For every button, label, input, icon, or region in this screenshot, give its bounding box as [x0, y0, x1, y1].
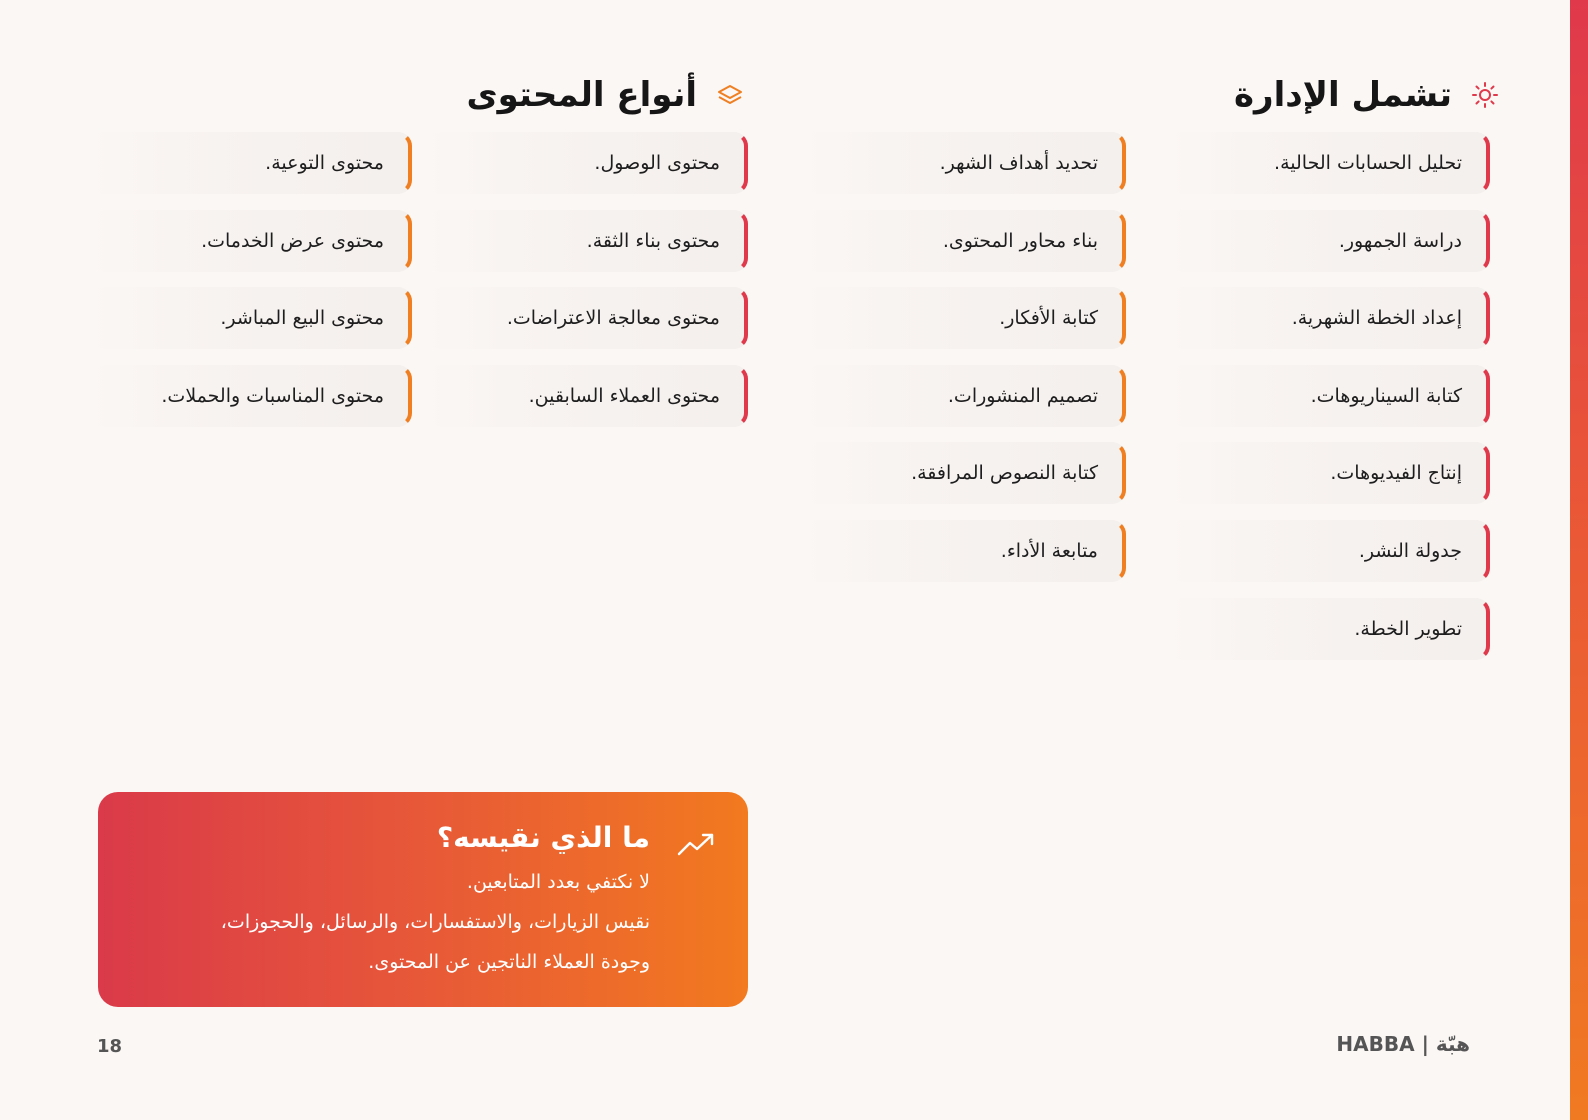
brand-footer: هبّة | HABBA: [1336, 1032, 1470, 1056]
list-item: تصميم المنشورات.: [804, 365, 1126, 427]
list-item: محتوى الوصول.: [426, 132, 748, 194]
edge-accent-bar: [1570, 0, 1588, 1120]
list-item: تحديد أهداف الشهر.: [804, 132, 1126, 194]
measure-card: [98, 792, 748, 1007]
list-item: متابعة الأداء.: [804, 520, 1126, 582]
list-item: محتوى العملاء السابقين.: [426, 365, 748, 427]
management-title: تشمل الإدارة: [1233, 75, 1452, 115]
content-types-heading: [466, 70, 745, 120]
list-item: محتوى المناسبات والحملات.: [90, 365, 412, 427]
measure-title: ما الذي نقيسه؟: [436, 821, 650, 854]
management-heading: [1234, 70, 1500, 120]
layers-icon: [715, 80, 745, 110]
management-list-b: [804, 132, 1126, 582]
list-item: إعداد الخطة الشهرية.: [1168, 287, 1490, 349]
content-types-list-b: [90, 132, 412, 427]
list-item: محتوى البيع المباشر.: [90, 287, 412, 349]
sun-icon: [1470, 80, 1500, 110]
list-item: محتوى بناء الثقة.: [426, 210, 748, 272]
management-list-a: [1168, 132, 1490, 660]
list-item: إنتاج الفيديوهات.: [1168, 442, 1490, 504]
trending-up-icon: [676, 828, 716, 860]
list-item: جدولة النشر.: [1168, 520, 1490, 582]
list-item: دراسة الجمهور.: [1168, 210, 1490, 272]
list-item: كتابة النصوص المرافقة.: [804, 442, 1126, 504]
measure-line: لا نكتفي بعدد المتابعين.: [466, 871, 650, 893]
list-item: محتوى عرض الخدمات.: [90, 210, 412, 272]
list-item: محتوى التوعية.: [90, 132, 412, 194]
content-types-list-a: [426, 132, 748, 427]
page-number: 18: [97, 1036, 123, 1057]
list-item: كتابة السيناريوهات.: [1168, 365, 1490, 427]
measure-line: وجودة العملاء الناتجين عن المحتوى.: [368, 951, 650, 973]
list-item: تطوير الخطة.: [1168, 598, 1490, 660]
list-item: بناء محاور المحتوى.: [804, 210, 1126, 272]
content-types-title: أنواع المحتوى: [466, 75, 697, 115]
list-item: كتابة الأفكار.: [804, 287, 1126, 349]
list-item: محتوى معالجة الاعتراضات.: [426, 287, 748, 349]
list-item: تحليل الحسابات الحالية.: [1168, 132, 1490, 194]
measure-line: نقيس الزيارات، والاستفسارات، والرسائل، والحجوزات،: [220, 911, 650, 933]
